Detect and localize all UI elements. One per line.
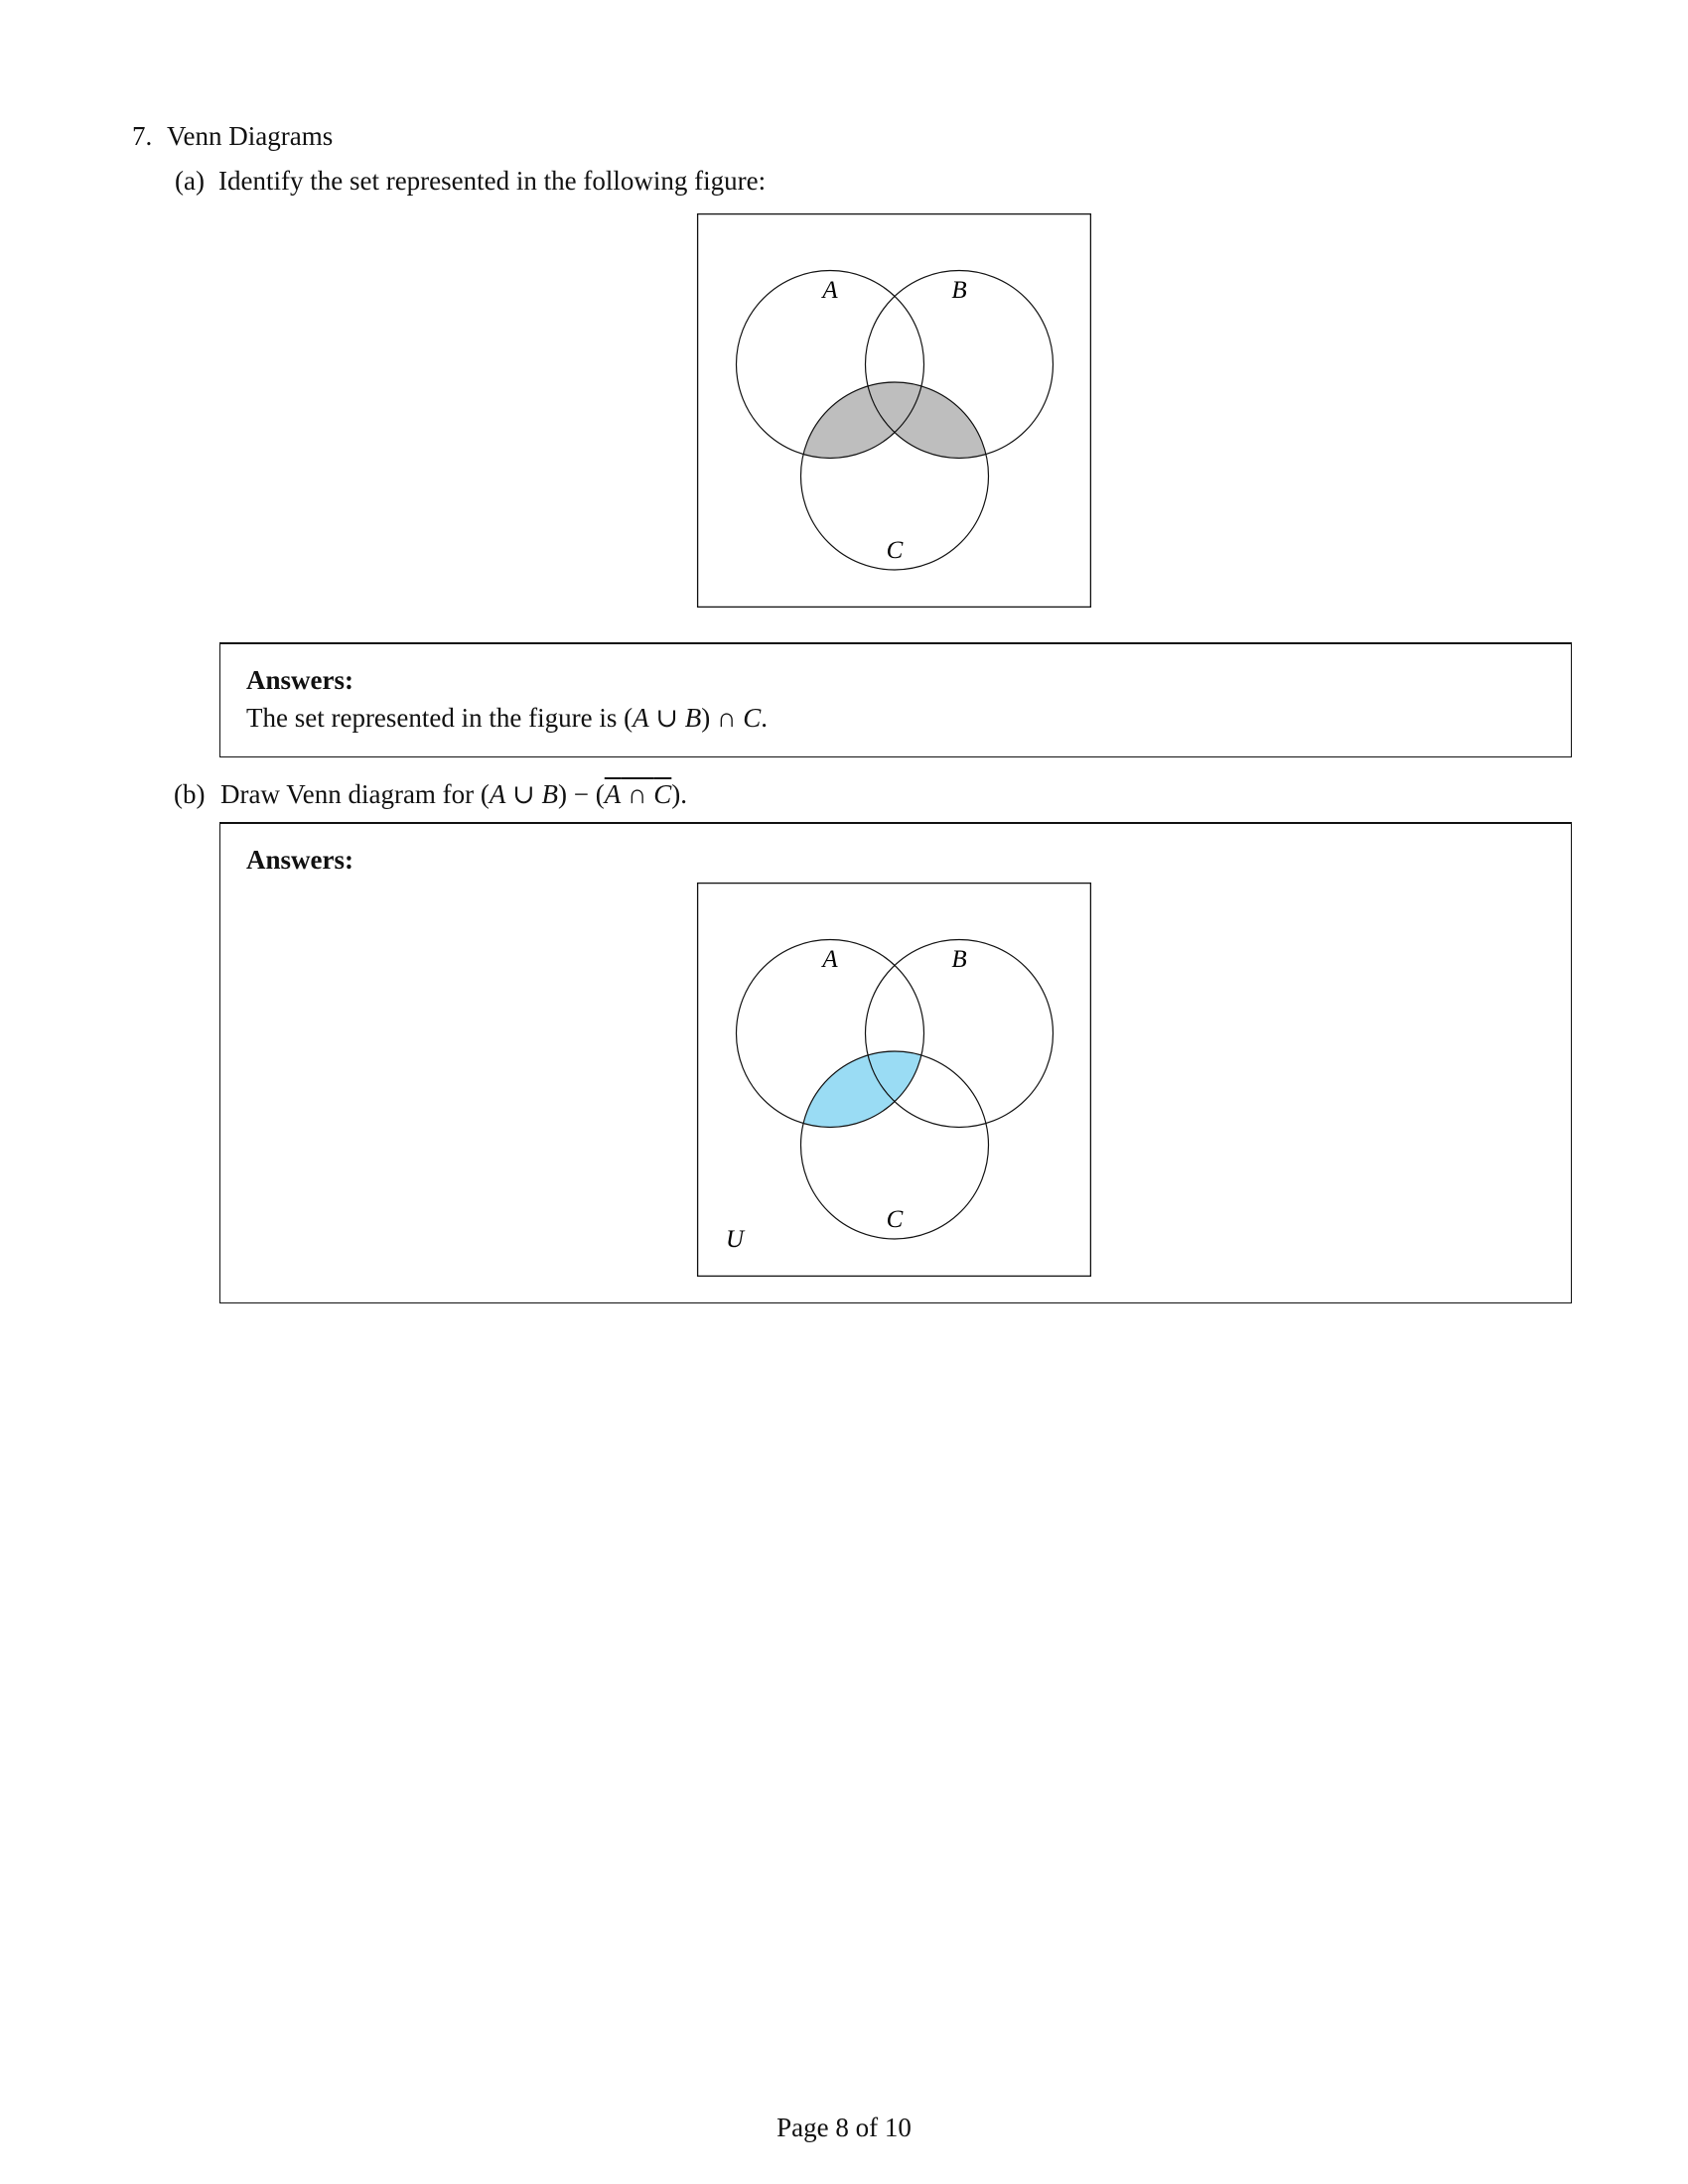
part-a-prompt: Identify the set represented in the following figure: bbox=[218, 166, 767, 196]
answer-prefix: The set represented in the figure is bbox=[246, 703, 625, 733]
answer-text-a bbox=[246, 705, 768, 732]
part-a-label: (a) bbox=[175, 166, 205, 196]
prompt-prefix: Draw Venn diagram for bbox=[220, 779, 481, 809]
math-paren: ) bbox=[671, 779, 681, 809]
answer-box-a bbox=[219, 642, 1572, 757]
math-period: . bbox=[761, 703, 768, 733]
venn-diagram-b bbox=[697, 883, 1091, 1277]
label-a: A bbox=[822, 277, 838, 304]
math-set-a: A bbox=[604, 779, 622, 809]
page-number: Page 8 of 10 bbox=[776, 2113, 912, 2142]
answer-heading-a: Answers: bbox=[246, 665, 353, 695]
question-title: Venn Diagrams bbox=[167, 121, 334, 151]
math-intersect: ∩ bbox=[710, 703, 744, 733]
math-set-a: A bbox=[633, 703, 649, 733]
math-paren: ) bbox=[558, 779, 568, 809]
math-paren: ( bbox=[624, 703, 633, 733]
complement-overline bbox=[605, 779, 672, 809]
math-set-a: A bbox=[489, 779, 506, 809]
math-paren: ) bbox=[701, 703, 711, 733]
math-period: . bbox=[680, 779, 688, 809]
part-b-label: (b) bbox=[174, 779, 206, 809]
math-set-b: B bbox=[541, 779, 559, 809]
math-paren: ( bbox=[480, 779, 490, 809]
label-b: B bbox=[951, 946, 967, 973]
math-union: ∪ bbox=[505, 779, 542, 809]
answer-heading-b: Answers: bbox=[246, 845, 353, 875]
label-c: C bbox=[886, 537, 904, 564]
math-set-c: C bbox=[653, 779, 672, 809]
math-union: ∪ bbox=[648, 703, 685, 733]
question-number: 7. bbox=[132, 121, 153, 151]
part-b-prompt bbox=[220, 781, 687, 808]
label-c: C bbox=[886, 1206, 904, 1233]
math-set-c: C bbox=[743, 703, 762, 733]
venn-diagram-a bbox=[697, 213, 1091, 608]
math-paren: ( bbox=[595, 779, 605, 809]
label-b: B bbox=[951, 277, 967, 304]
label-universe: U bbox=[725, 1226, 745, 1253]
math-intersect: ∩ bbox=[621, 779, 654, 809]
math-minus: − bbox=[567, 779, 596, 809]
label-a: A bbox=[822, 946, 838, 973]
math-set-b: B bbox=[684, 703, 702, 733]
